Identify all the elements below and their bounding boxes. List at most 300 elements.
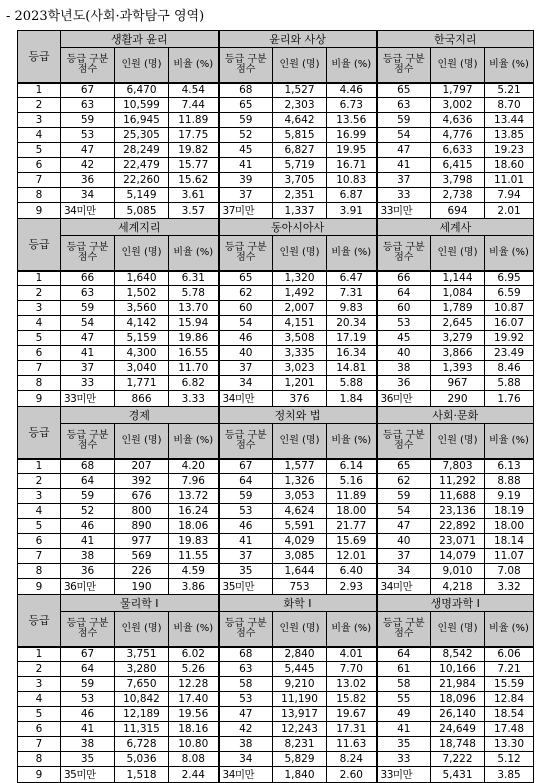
grade-cell: 5 <box>18 519 61 534</box>
count-cell: 1,840 <box>273 767 327 783</box>
ratio-cell: 17.19 <box>327 331 377 346</box>
count-cell: 4,029 <box>273 534 327 549</box>
cut-score-cell: 34 <box>377 564 431 579</box>
table-row <box>18 707 534 722</box>
cut-score-cell: 46 <box>219 519 273 534</box>
column-header-row <box>18 48 534 83</box>
count-cell: 5,036 <box>115 752 169 767</box>
count-cell: 5,085 <box>115 203 169 219</box>
ratio-header: 비율 (%) <box>485 612 534 647</box>
count-header: 인원 (명) <box>115 236 169 271</box>
count-cell: 290 <box>431 391 485 407</box>
ratio-cell: 13.30 <box>485 737 534 752</box>
ratio-cell: 6.31 <box>169 271 219 286</box>
grade-cell: 6 <box>18 722 61 737</box>
count-cell: 569 <box>115 549 169 564</box>
count-cell: 4,624 <box>273 504 327 519</box>
cut-score-cell: 42 <box>61 158 115 173</box>
count-cell: 3,279 <box>431 331 485 346</box>
cut-score-cell: 37 <box>219 549 273 564</box>
count-cell: 5,431 <box>431 767 485 783</box>
grade-cell: 1 <box>18 83 61 98</box>
count-cell: 5,815 <box>273 128 327 143</box>
cut-score-cell: 41 <box>61 346 115 361</box>
count-cell: 207 <box>115 459 169 474</box>
ratio-header: 비율 (%) <box>169 424 219 459</box>
ratio-cell: 5.16 <box>327 474 377 489</box>
cut-score-cell: 53 <box>219 692 273 707</box>
cut-score-cell: 38 <box>61 549 115 564</box>
table-row <box>18 376 534 391</box>
grade-cell: 5 <box>18 707 61 722</box>
cut-score-cell: 52 <box>219 128 273 143</box>
ratio-cell: 7.96 <box>169 474 219 489</box>
grade-cell: 7 <box>18 361 61 376</box>
count-cell: 28,249 <box>115 143 169 158</box>
cut-score-cell: 65 <box>377 459 431 474</box>
ratio-header: 비율 (%) <box>327 612 377 647</box>
ratio-cell: 1.84 <box>327 391 377 407</box>
count-cell: 1,320 <box>273 271 327 286</box>
cut-score-cell: 68 <box>219 83 273 98</box>
ratio-cell: 17.31 <box>327 722 377 737</box>
grade-cell: 4 <box>18 504 61 519</box>
ratio-cell: 19.86 <box>169 331 219 346</box>
cut-score-header: 등급 구분 점수 <box>377 424 431 459</box>
ratio-cell: 17.40 <box>169 692 219 707</box>
ratio-header: 비율 (%) <box>327 48 377 83</box>
ratio-cell: 19.82 <box>169 143 219 158</box>
cut-score-cell: 65 <box>219 98 273 113</box>
ratio-cell: 10.83 <box>327 173 377 188</box>
count-header: 인원 (명) <box>273 48 327 83</box>
table-row <box>18 534 534 549</box>
ratio-cell: 11.63 <box>327 737 377 752</box>
count-cell: 4,642 <box>273 113 327 128</box>
ratio-cell: 11.89 <box>327 489 377 504</box>
count-cell: 6,633 <box>431 143 485 158</box>
ratio-cell: 2.44 <box>169 767 219 783</box>
grade-cut-table <box>17 30 534 783</box>
count-cell: 23,136 <box>431 504 485 519</box>
cut-score-cell: 33미만 <box>377 203 431 219</box>
cut-score-cell: 40 <box>377 346 431 361</box>
subject-name: 생활과 윤리 <box>61 31 219 48</box>
subject-header-row <box>18 31 534 48</box>
cut-score-header: 등급 구분 점수 <box>61 236 115 271</box>
cut-score-cell: 61 <box>377 662 431 677</box>
ratio-cell: 7.44 <box>169 98 219 113</box>
cut-score-cell: 34미만 <box>219 767 273 783</box>
count-cell: 753 <box>273 579 327 595</box>
count-cell: 226 <box>115 564 169 579</box>
cut-score-header: 등급 구분 점수 <box>219 424 273 459</box>
table-row <box>18 83 534 98</box>
count-cell: 2,351 <box>273 188 327 203</box>
count-cell: 376 <box>273 391 327 407</box>
count-cell: 12,243 <box>273 722 327 737</box>
ratio-header: 비율 (%) <box>169 236 219 271</box>
count-cell: 676 <box>115 489 169 504</box>
ratio-cell: 7.94 <box>485 188 534 203</box>
ratio-cell: 6.40 <box>327 564 377 579</box>
count-cell: 24,649 <box>431 722 485 737</box>
table-row <box>18 188 534 203</box>
count-cell: 12,189 <box>115 707 169 722</box>
subject-name: 생명과학 Ⅰ <box>377 595 534 612</box>
grade-column-header: 등급 <box>18 407 61 459</box>
ratio-cell: 18.54 <box>485 707 534 722</box>
count-cell: 3,040 <box>115 361 169 376</box>
table-row <box>18 128 534 143</box>
ratio-cell: 5.26 <box>169 662 219 677</box>
count-cell: 6,728 <box>115 737 169 752</box>
table-row <box>18 752 534 767</box>
subject-name: 한국지리 <box>377 31 534 48</box>
count-cell: 14,079 <box>431 549 485 564</box>
ratio-cell: 16.99 <box>327 128 377 143</box>
count-cell: 1,337 <box>273 203 327 219</box>
grade-column-header: 등급 <box>18 31 61 83</box>
cut-score-cell: 37 <box>377 549 431 564</box>
ratio-cell: 19.23 <box>485 143 534 158</box>
ratio-cell: 11.01 <box>485 173 534 188</box>
grade-cell: 1 <box>18 647 61 662</box>
cut-score-cell: 66 <box>61 271 115 286</box>
cut-score-header: 등급 구분 점수 <box>377 236 431 271</box>
ratio-cell: 5.21 <box>485 83 534 98</box>
cut-score-cell: 33 <box>377 188 431 203</box>
ratio-cell: 3.91 <box>327 203 377 219</box>
count-cell: 22,892 <box>431 519 485 534</box>
count-cell: 7,803 <box>431 459 485 474</box>
cut-score-cell: 59 <box>61 677 115 692</box>
count-header: 인원 (명) <box>115 424 169 459</box>
ratio-cell: 2.01 <box>485 203 534 219</box>
grade-cell: 8 <box>18 376 61 391</box>
table-row <box>18 203 534 219</box>
count-cell: 3,560 <box>115 301 169 316</box>
ratio-cell: 12.84 <box>485 692 534 707</box>
count-cell: 392 <box>115 474 169 489</box>
grade-cell: 8 <box>18 752 61 767</box>
cut-score-cell: 64 <box>377 647 431 662</box>
ratio-cell: 3.33 <box>169 391 219 407</box>
count-cell: 6,415 <box>431 158 485 173</box>
count-cell: 11,190 <box>273 692 327 707</box>
ratio-cell: 3.85 <box>485 767 534 783</box>
ratio-cell: 6.14 <box>327 459 377 474</box>
grade-cell: 7 <box>18 737 61 752</box>
ratio-cell: 1.76 <box>485 391 534 407</box>
ratio-cell: 18.14 <box>485 534 534 549</box>
table-row <box>18 113 534 128</box>
subject-name: 경제 <box>61 407 219 424</box>
cut-score-cell: 36미만 <box>377 391 431 407</box>
cut-score-cell: 35 <box>219 564 273 579</box>
cut-score-cell: 59 <box>61 301 115 316</box>
count-cell: 4,300 <box>115 346 169 361</box>
cut-score-cell: 60 <box>219 301 273 316</box>
count-cell: 5,591 <box>273 519 327 534</box>
cut-score-cell: 67 <box>219 459 273 474</box>
ratio-cell: 19.67 <box>327 707 377 722</box>
ratio-header: 비율 (%) <box>327 236 377 271</box>
count-header: 인원 (명) <box>115 612 169 647</box>
cut-score-cell: 33 <box>377 752 431 767</box>
ratio-cell: 13.70 <box>169 301 219 316</box>
ratio-cell: 16.24 <box>169 504 219 519</box>
count-cell: 7,650 <box>115 677 169 692</box>
count-cell: 1,502 <box>115 286 169 301</box>
count-cell: 977 <box>115 534 169 549</box>
ratio-cell: 8.46 <box>485 361 534 376</box>
count-cell: 890 <box>115 519 169 534</box>
cut-score-cell: 36 <box>61 564 115 579</box>
count-header: 인원 (명) <box>273 424 327 459</box>
ratio-cell: 7.70 <box>327 662 377 677</box>
ratio-cell: 15.82 <box>327 692 377 707</box>
count-cell: 1,326 <box>273 474 327 489</box>
ratio-header: 비율 (%) <box>169 48 219 83</box>
table-row <box>18 564 534 579</box>
table-row <box>18 158 534 173</box>
cut-score-cell: 47 <box>61 143 115 158</box>
ratio-cell: 5.78 <box>169 286 219 301</box>
count-cell: 5,445 <box>273 662 327 677</box>
cut-score-cell: 54 <box>377 128 431 143</box>
ratio-cell: 16.34 <box>327 346 377 361</box>
ratio-cell: 17.75 <box>169 128 219 143</box>
cut-score-cell: 36 <box>61 173 115 188</box>
table-row <box>18 474 534 489</box>
subject-name: 화학 Ⅰ <box>219 595 377 612</box>
grade-cell: 6 <box>18 346 61 361</box>
grade-cell: 2 <box>18 98 61 113</box>
ratio-cell: 13.44 <box>485 113 534 128</box>
table-row <box>18 662 534 677</box>
cut-score-cell: 34 <box>219 376 273 391</box>
grade-cell: 9 <box>18 767 61 783</box>
count-cell: 10,166 <box>431 662 485 677</box>
table-row <box>18 549 534 564</box>
grade-column-header: 등급 <box>18 595 61 647</box>
ratio-cell: 15.69 <box>327 534 377 549</box>
table-row <box>18 346 534 361</box>
cut-score-cell: 67 <box>61 83 115 98</box>
grade-cell: 6 <box>18 534 61 549</box>
count-cell: 4,151 <box>273 316 327 331</box>
cut-score-cell: 64 <box>377 286 431 301</box>
subject-name: 윤리와 사상 <box>219 31 377 48</box>
ratio-cell: 15.62 <box>169 173 219 188</box>
cut-score-cell: 41 <box>377 158 431 173</box>
cut-score-cell: 34 <box>219 752 273 767</box>
page-title: - 2023학년도(사회·과학탐구 영역) <box>6 9 205 24</box>
ratio-cell: 16.71 <box>327 158 377 173</box>
count-cell: 1,640 <box>115 271 169 286</box>
ratio-cell: 13.02 <box>327 677 377 692</box>
table-row <box>18 173 534 188</box>
grade-cell: 3 <box>18 301 61 316</box>
count-cell: 9,010 <box>431 564 485 579</box>
count-cell: 190 <box>115 579 169 595</box>
cut-score-cell: 53 <box>61 128 115 143</box>
cut-score-header: 등급 구분 점수 <box>377 612 431 647</box>
cut-score-cell: 54 <box>219 316 273 331</box>
subject-name: 사회·문화 <box>377 407 534 424</box>
ratio-cell: 19.83 <box>169 534 219 549</box>
count-cell: 3,085 <box>273 549 327 564</box>
grade-cell: 6 <box>18 158 61 173</box>
column-header-row <box>18 612 534 647</box>
cut-score-cell: 59 <box>61 113 115 128</box>
count-cell: 1,393 <box>431 361 485 376</box>
cut-score-cell: 60 <box>377 301 431 316</box>
ratio-cell: 7.08 <box>485 564 534 579</box>
ratio-cell: 13.85 <box>485 128 534 143</box>
cut-score-cell: 33미만 <box>61 391 115 407</box>
cut-score-cell: 53 <box>219 504 273 519</box>
ratio-cell: 6.73 <box>327 98 377 113</box>
ratio-cell: 6.59 <box>485 286 534 301</box>
table-row <box>18 647 534 662</box>
grade-column-header: 등급 <box>18 219 61 271</box>
table-row <box>18 519 534 534</box>
ratio-cell: 7.21 <box>485 662 534 677</box>
ratio-cell: 12.01 <box>327 549 377 564</box>
ratio-cell: 8.24 <box>327 752 377 767</box>
count-cell: 11,688 <box>431 489 485 504</box>
cut-score-cell: 68 <box>219 647 273 662</box>
ratio-cell: 5.12 <box>485 752 534 767</box>
cut-score-cell: 64 <box>61 474 115 489</box>
cut-score-cell: 34미만 <box>61 203 115 219</box>
subject-header-row <box>18 219 534 236</box>
cut-score-cell: 59 <box>377 489 431 504</box>
count-cell: 11,292 <box>431 474 485 489</box>
count-cell: 2,645 <box>431 316 485 331</box>
cut-score-cell: 37미만 <box>219 203 273 219</box>
count-cell: 3,508 <box>273 331 327 346</box>
count-cell: 4,218 <box>431 579 485 595</box>
ratio-cell: 6.06 <box>485 647 534 662</box>
cut-score-cell: 55 <box>377 692 431 707</box>
cut-score-cell: 39 <box>219 173 273 188</box>
count-cell: 3,023 <box>273 361 327 376</box>
ratio-cell: 3.57 <box>169 203 219 219</box>
ratio-cell: 6.13 <box>485 459 534 474</box>
count-cell: 16,945 <box>115 113 169 128</box>
count-cell: 9,210 <box>273 677 327 692</box>
grade-cell: 2 <box>18 662 61 677</box>
cut-score-cell: 46 <box>219 331 273 346</box>
ratio-cell: 4.20 <box>169 459 219 474</box>
cut-score-cell: 47 <box>61 331 115 346</box>
cut-score-cell: 63 <box>377 98 431 113</box>
cut-score-cell: 47 <box>377 519 431 534</box>
ratio-cell: 8.70 <box>485 98 534 113</box>
cut-score-cell: 37 <box>219 188 273 203</box>
ratio-cell: 8.08 <box>169 752 219 767</box>
ratio-cell: 23.49 <box>485 346 534 361</box>
ratio-cell: 11.07 <box>485 549 534 564</box>
ratio-cell: 4.59 <box>169 564 219 579</box>
ratio-cell: 17.48 <box>485 722 534 737</box>
count-cell: 1,771 <box>115 376 169 391</box>
ratio-cell: 9.83 <box>327 301 377 316</box>
grade-cell: 2 <box>18 474 61 489</box>
ratio-cell: 14.81 <box>327 361 377 376</box>
cut-score-cell: 63 <box>61 286 115 301</box>
cut-score-cell: 52 <box>61 504 115 519</box>
ratio-cell: 15.59 <box>485 677 534 692</box>
grade-cell: 8 <box>18 188 61 203</box>
ratio-header: 비율 (%) <box>169 612 219 647</box>
subject-name: 세계사 <box>377 219 534 236</box>
table-row <box>18 722 534 737</box>
grade-cell: 7 <box>18 173 61 188</box>
count-cell: 4,776 <box>431 128 485 143</box>
count-cell: 3,280 <box>115 662 169 677</box>
cut-score-cell: 38 <box>219 737 273 752</box>
table-row <box>18 677 534 692</box>
grade-cell: 7 <box>18 549 61 564</box>
cut-score-cell: 64 <box>61 662 115 677</box>
count-cell: 21,984 <box>431 677 485 692</box>
table-row <box>18 301 534 316</box>
cut-score-cell: 54 <box>61 316 115 331</box>
ratio-cell: 16.55 <box>169 346 219 361</box>
ratio-cell: 19.95 <box>327 143 377 158</box>
count-cell: 3,002 <box>431 98 485 113</box>
cut-score-cell: 68 <box>61 459 115 474</box>
cut-score-cell: 37 <box>377 173 431 188</box>
ratio-header: 비율 (%) <box>485 236 534 271</box>
cut-score-cell: 45 <box>377 331 431 346</box>
cut-score-cell: 53 <box>377 316 431 331</box>
count-cell: 2,738 <box>431 188 485 203</box>
grade-cell: 3 <box>18 489 61 504</box>
ratio-cell: 18.16 <box>169 722 219 737</box>
subject-name: 세계지리 <box>61 219 219 236</box>
cut-score-cell: 38 <box>377 361 431 376</box>
grade-cell: 3 <box>18 113 61 128</box>
subject-name: 물리학 Ⅰ <box>61 595 219 612</box>
ratio-cell: 11.55 <box>169 549 219 564</box>
grade-cell: 9 <box>18 391 61 407</box>
count-cell: 1,644 <box>273 564 327 579</box>
cut-score-cell: 65 <box>377 83 431 98</box>
column-header-row <box>18 236 534 271</box>
grade-cell: 5 <box>18 331 61 346</box>
subject-header-row <box>18 407 534 424</box>
count-cell: 1,144 <box>431 271 485 286</box>
count-cell: 2,840 <box>273 647 327 662</box>
count-cell: 26,140 <box>431 707 485 722</box>
cut-score-cell: 49 <box>377 707 431 722</box>
cut-score-cell: 47 <box>377 143 431 158</box>
ratio-cell: 19.56 <box>169 707 219 722</box>
ratio-cell: 10.87 <box>485 301 534 316</box>
table-row <box>18 459 534 474</box>
count-cell: 25,305 <box>115 128 169 143</box>
cut-score-cell: 66 <box>377 271 431 286</box>
grade-cell: 5 <box>18 143 61 158</box>
ratio-cell: 3.32 <box>485 579 534 595</box>
cut-score-cell: 59 <box>61 489 115 504</box>
count-cell: 1,201 <box>273 376 327 391</box>
